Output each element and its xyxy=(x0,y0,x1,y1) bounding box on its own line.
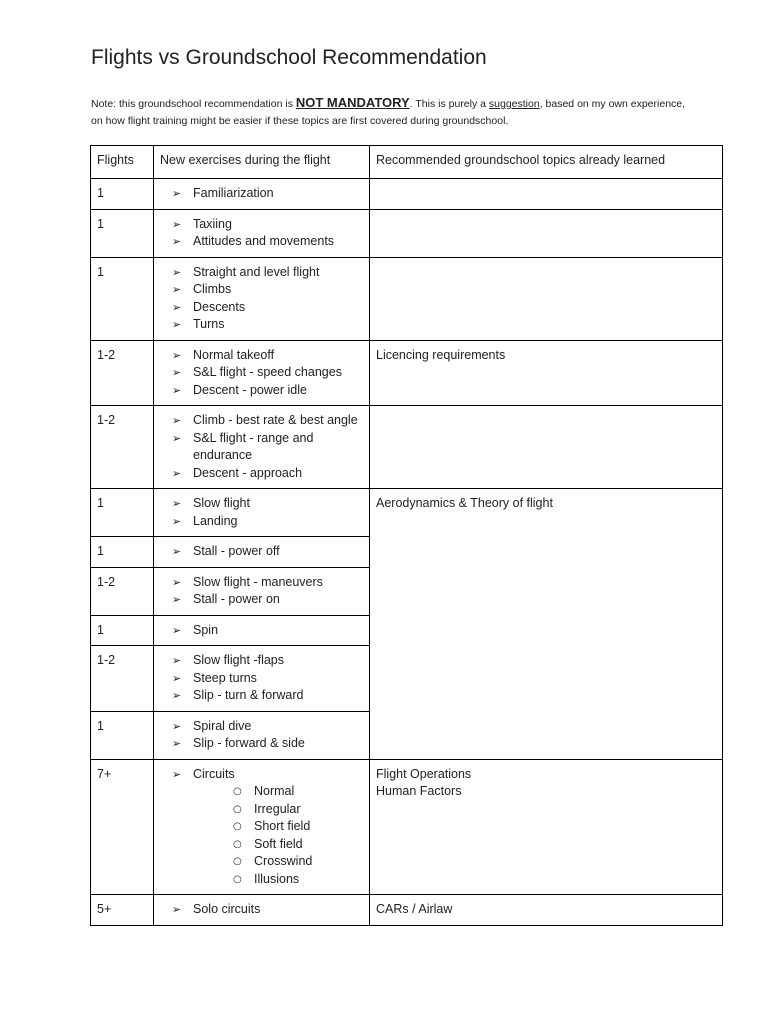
topics-cell xyxy=(370,257,723,340)
topics-cell xyxy=(370,406,723,489)
exercise-item: ➢ Slow flight - maneuvers xyxy=(172,574,363,592)
exercises-cell xyxy=(154,759,370,895)
header-flights: Flights xyxy=(91,146,154,179)
exercise-item: ➢ Descent - approach xyxy=(172,465,363,483)
flights-cell: 1 xyxy=(91,489,154,537)
exercises-cell xyxy=(154,406,370,489)
note-middle: . This is purely a xyxy=(409,98,489,110)
topic-item: Human Factors xyxy=(376,784,462,798)
exercise-item: ➢ Landing xyxy=(172,513,363,531)
flights-cell: 1 xyxy=(91,209,154,257)
flights-cell: 1 xyxy=(91,537,154,568)
exercise-item: ➢ S&L flight - range and endurance xyxy=(172,430,363,465)
exercises-cell xyxy=(154,340,370,406)
flights-cell: 1-2 xyxy=(91,646,154,712)
table-row xyxy=(91,179,723,210)
topics-cell xyxy=(370,209,723,257)
not-mandatory-emphasis: NOT MANDATORY xyxy=(295,95,410,110)
sub-item: ○ Irregular xyxy=(233,801,363,819)
exercise-item: ➢ Straight and level flight xyxy=(172,264,363,282)
suggestion-text: suggestion xyxy=(488,98,540,110)
exercise-item: ➢ S&L flight - speed changes xyxy=(172,364,363,382)
exercise-item: ➢ Climbs xyxy=(172,281,363,299)
topics-cell xyxy=(370,340,723,406)
exercise-item: ➢ Turns xyxy=(172,316,363,334)
exercise-item xyxy=(172,766,363,889)
exercise-item: ➢ Attitudes and movements xyxy=(172,233,363,251)
exercise-item: ➢ Climb - best rate & best angle xyxy=(172,412,363,430)
table-header-row xyxy=(91,146,723,179)
exercises-cell xyxy=(154,209,370,257)
table-row xyxy=(91,257,723,340)
sub-item: ○ Normal xyxy=(233,783,363,801)
topics-cell xyxy=(370,759,723,895)
note-prefix: Note: this groundschool recommendation is xyxy=(91,98,296,110)
sub-item: ○ Crosswind xyxy=(233,853,363,871)
exercise-item: ➢ Slow flight xyxy=(172,495,363,513)
exercise-item: ➢ Familiarization xyxy=(172,185,363,203)
sub-item: ○ Illusions xyxy=(233,871,363,889)
exercises-cell xyxy=(154,489,370,537)
exercise-item: ➢ Taxiing xyxy=(172,216,363,234)
table-row xyxy=(91,340,723,406)
exercise-item: ➢ Solo circuits xyxy=(172,901,363,919)
exercise-item: ➢ Steep turns xyxy=(172,670,363,688)
topic-item: CARs / Airlaw xyxy=(376,902,453,916)
exercise-item: ➢ Spin xyxy=(172,622,363,640)
header-exercises: New exercises during the flight xyxy=(154,146,370,179)
flights-cell: 1-2 xyxy=(91,567,154,615)
recommendation-table xyxy=(90,145,723,926)
flights-cell: 1 xyxy=(91,179,154,210)
exercises-cell xyxy=(154,257,370,340)
exercises-cell xyxy=(154,179,370,210)
flights-cell: 1 xyxy=(91,711,154,759)
flights-cell: 7+ xyxy=(91,759,154,895)
exercises-cell xyxy=(154,895,370,926)
table-row xyxy=(91,209,723,257)
flights-cell: 1 xyxy=(91,257,154,340)
topic-item: Flight Operations xyxy=(376,766,472,781)
sub-item: ○ Soft field xyxy=(233,836,363,854)
note-suffix: , based on my own experience, on how flight training might be easier if these topics are first covered during groundschool. xyxy=(91,98,686,127)
topics-cell xyxy=(370,895,723,926)
exercises-cell xyxy=(154,711,370,759)
exercise-item: ➢ Normal takeoff xyxy=(172,347,363,365)
exercise-item: ➢ Slip - forward & side xyxy=(172,735,363,753)
header-topics: Recommended groundschool topics already learned xyxy=(370,146,723,179)
table-row xyxy=(91,489,723,537)
exercise-item: ➢ Stall - power on xyxy=(172,591,363,609)
exercise-item: ➢ Slip - turn & forward xyxy=(172,687,363,705)
exercise-item: ➢ Spiral dive xyxy=(172,718,363,736)
exercise-item: ➢ Descent - power idle xyxy=(172,382,363,400)
sub-item: ○ Short field xyxy=(233,818,363,836)
flights-cell: 1 xyxy=(91,615,154,646)
exercises-cell xyxy=(154,646,370,712)
exercise-item: ➢ Slow flight -flaps xyxy=(172,652,363,670)
exercises-cell xyxy=(154,537,370,568)
topics-cell xyxy=(370,489,723,760)
page-title: Flights vs Groundschool Recommendation xyxy=(91,46,487,69)
exercise-item: ➢ Stall - power off xyxy=(172,543,363,561)
exercises-cell xyxy=(154,615,370,646)
table-row xyxy=(91,895,723,926)
exercises-cell xyxy=(154,567,370,615)
flights-cell: 1-2 xyxy=(91,340,154,406)
topic-item: Licencing requirements xyxy=(376,347,506,362)
note-paragraph xyxy=(91,94,691,130)
table-row xyxy=(91,759,723,895)
flights-cell: 1-2 xyxy=(91,406,154,489)
table-row xyxy=(91,406,723,489)
topic-item: Aerodynamics & Theory of flight xyxy=(376,496,553,510)
exercise-item: ➢ Descents xyxy=(172,299,363,317)
flights-cell: 5+ xyxy=(91,895,154,926)
exercise-label: Circuits xyxy=(193,766,235,781)
topics-cell xyxy=(370,179,723,210)
